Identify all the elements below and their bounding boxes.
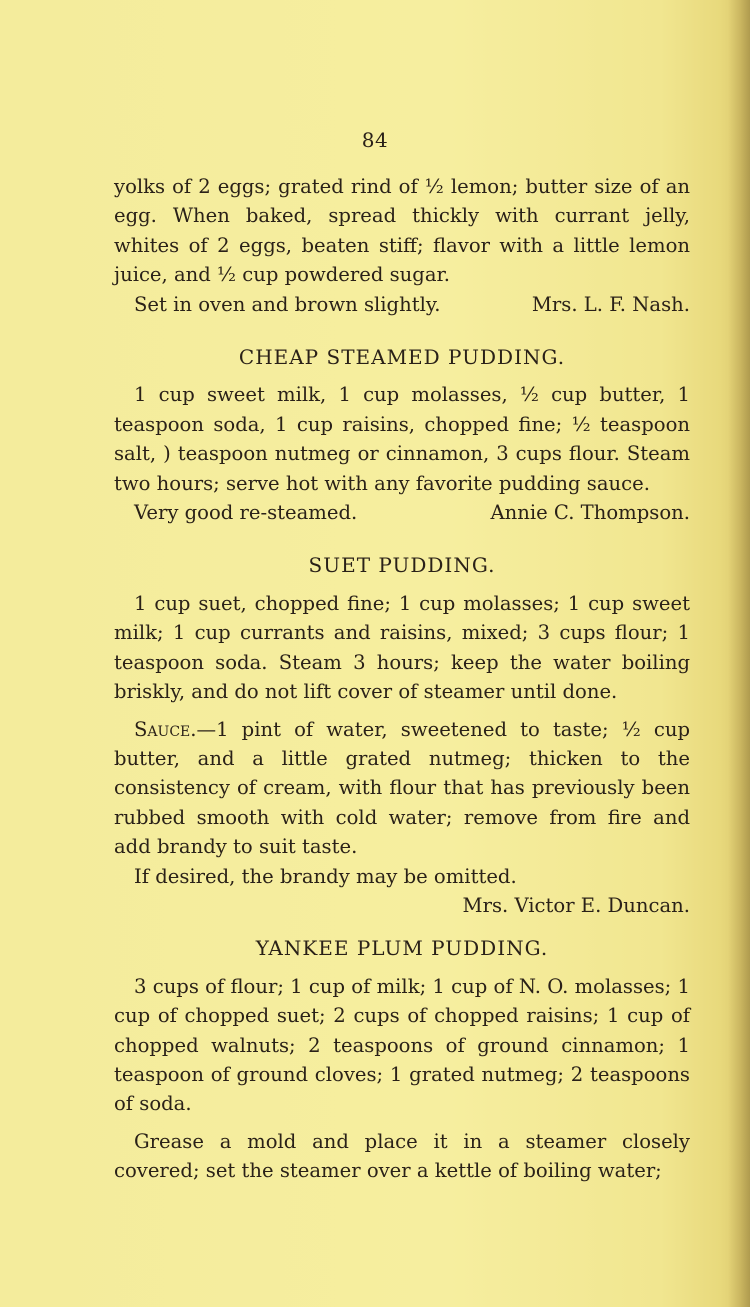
recipe-closing-line: Very good re-steamed. — [134, 501, 358, 525]
recipe-sauce-paragraph — [114, 715, 690, 862]
recipe-title-suet-pudding: SUET PUDDING. — [308, 553, 496, 578]
page-number: 84 — [361, 128, 389, 152]
page-content — [114, 172, 690, 1186]
recipe-title-cheap-steamed-pudding: CHEAP STEAMED PUDDING. — [238, 345, 566, 370]
recipe-body-suet-pudding: 1 cup suet, chopped fine; 1 cup molasses; 1 cup sweet milk; 1 cup currants and raisins, mixed; 3 cups flour; 1 teaspoon soda. Steam 3 hours; keep the water boiling briskly, and do not lift cover of steamer until done. — [114, 591, 690, 704]
recipe-credit-row-cheap-steamed-pudding — [114, 498, 690, 527]
recipe-credit: Annie C. Thompson. — [490, 501, 690, 525]
intro-paragraph: yolks of 2 eggs; grated rind of ½ lemon; butter size of an egg. When baked, spread thickly with currant jelly, whites of 2 eggs, beaten stiff; flavor with a little lemon juice, and ½ cup powdered sugar. — [114, 175, 690, 287]
recipe-body-cheap-steamed-pudding: 1 cup sweet milk, 1 cup molasses, ½ cup butter, 1 teaspoon soda, 1 cup raisins, chopped fine; ½ teaspoon salt, ) teaspoon nutmeg or cinnamon, 3 cups flour. Steam two hours; serve hot with any favorite pudding sauce. — [114, 383, 690, 495]
sauce-text: —1 pint of water, sweetened to taste; ½ cup butter, and a little grated nutmeg; thicken to the consistency of cream, with flour that has previously been rubbed smooth with cold water; remove from fire and add brandy to suit taste. — [114, 717, 690, 859]
intro-credit-row — [114, 290, 690, 319]
intro-credit: Mrs. L. F. Nash. — [531, 292, 690, 316]
recipe-title-yankee-plum-pudding: YANKEE PLUM PUDDING. — [255, 936, 549, 961]
recipe-method-yankee-plum-pudding: Grease a mold and place it in a steamer closely covered; set the steamer over a kettle of boiling water; — [114, 1129, 690, 1183]
page-edge-shadow — [728, 0, 750, 1307]
intro-closing-line: Set in oven and brown slightly. — [134, 292, 441, 316]
recipe-credit: Mrs. Victor E. Duncan. — [462, 893, 690, 917]
recipe-body-yankee-plum-pudding: 3 cups of flour; 1 cup of milk; 1 cup of N. O. molasses; 1 cup of chopped suet; 2 cups of chopped raisins; 1 cup of chopped walnuts; 2 teaspoons of ground cinnamon; 1 teaspoon of ground cloves; 1 grated nutmeg; 2 teaspoons of soda. — [114, 974, 690, 1116]
recipe-closing-line: If desired, the brandy may be omitted. — [134, 864, 517, 888]
sauce-label: Sauce. — [134, 717, 197, 741]
